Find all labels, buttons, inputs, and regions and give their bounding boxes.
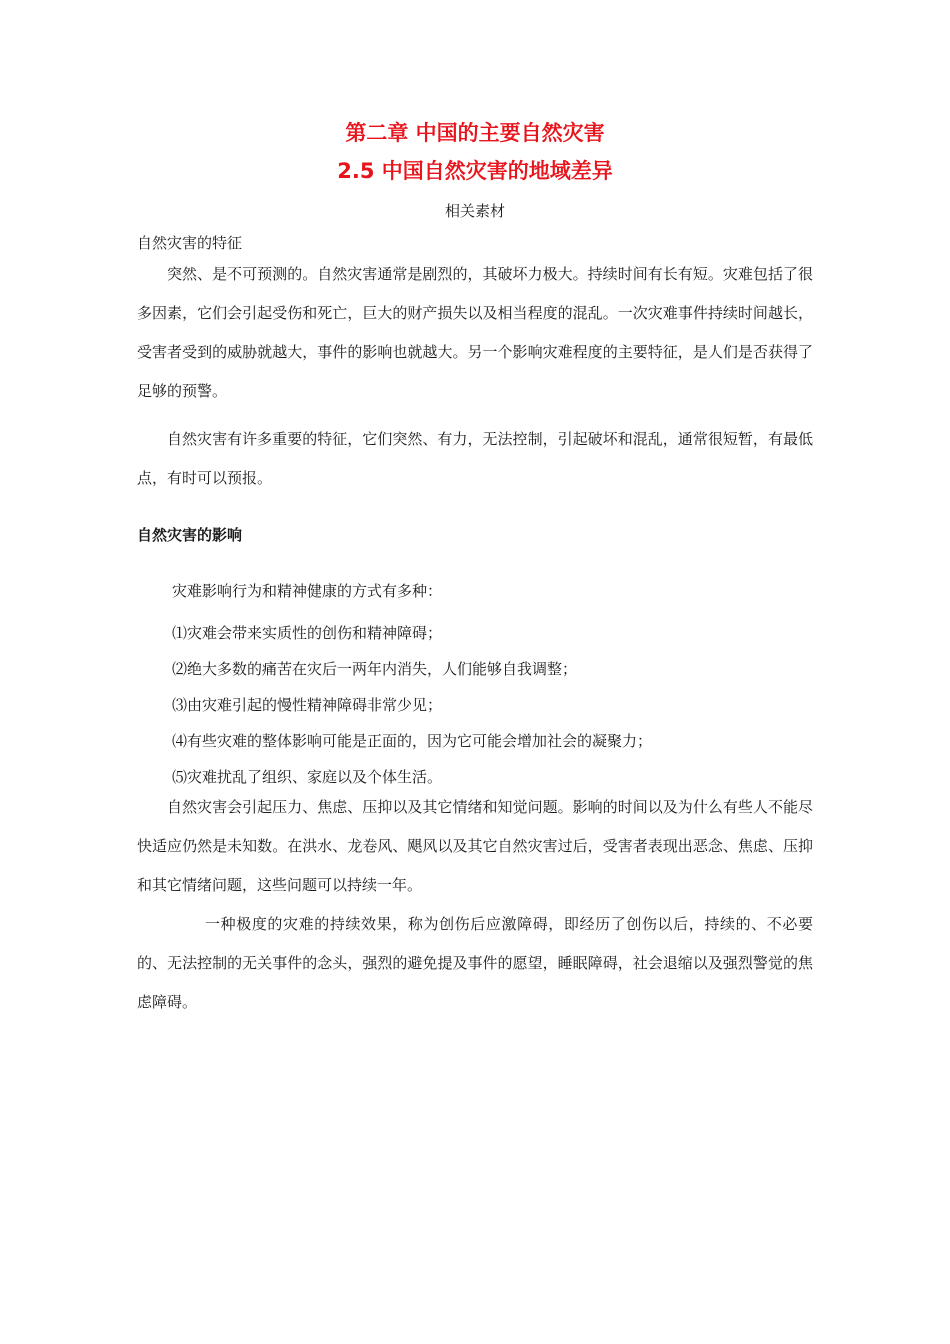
list-item: ⑴灾难会带来实质性的创伤和精神障碍； <box>172 624 443 642</box>
list-item: ⑸灾难扰乱了组织、家庭以及个体生活。 <box>172 768 443 786</box>
impacts-paragraph-2: 一种极度的灾难的持续效果，称为创伤后应激障碍，即经历了创伤以后，持续的、不必要的、无法控制的无关事件的念头，强烈的避免提及事件的愿望，睡眠障碍，社会退缩以及强烈警觉的焦虑障碍。 <box>137 915 813 1011</box>
features-paragraph-2: 自然灾害有许多重要的特征，它们突然、有力，无法控制，引起破坏和混乱，通常很短暂，有最低点，有时可以预报。 <box>137 430 813 487</box>
document-subtitle: 相关素材 <box>444 202 505 220</box>
section-title: 2.5 中国自然灾害的地域差异 <box>337 159 613 183</box>
features-paragraph-1: 突然、是不可预测的。自然灾害通常是剧烈的，其破坏力极大。持续时间有长有短。灾难包括了很多因素，它们会引起受伤和死亡，巨大的财产损失以及相当程度的混乱。一次灾难事件持续时间越长，受害者受到的威胁就越大，事件的影响也就越大。另一个影响灾难程度的主要特征，是人们是否获得了足够的预警。 <box>137 265 813 400</box>
impacts-paragraph-1: 自然灾害会引起压力、焦虑、压抑以及其它情绪和知觉问题。影响的时间以及为什么有些人不能尽快适应仍然是未知数。在洪水、龙卷风、飓风以及其它自然灾害过后，受害者表现出恶念、焦虑、压抑和其它情绪问题，这些问题可以持续一年。 <box>137 798 813 894</box>
impacts-list-intro: 灾难影响行为和精神健康的方式有多种： <box>172 582 443 600</box>
features-heading: 自然灾害的特征 <box>137 234 243 252</box>
chapter-title: 第二章 中国的主要自然灾害 <box>345 121 605 145</box>
impacts-heading: 自然灾害的影响 <box>137 526 243 544</box>
list-item: ⑶由灾难引起的慢性精神障碍非常少见； <box>172 696 443 714</box>
list-item: ⑵绝大多数的痛苦在灾后一两年内消失，人们能够自我调整； <box>172 660 578 678</box>
impacts-list <box>172 615 652 795</box>
list-item: ⑷有些灾难的整体影响可能是正面的，因为它可能会增加社会的凝聚力； <box>172 732 653 750</box>
